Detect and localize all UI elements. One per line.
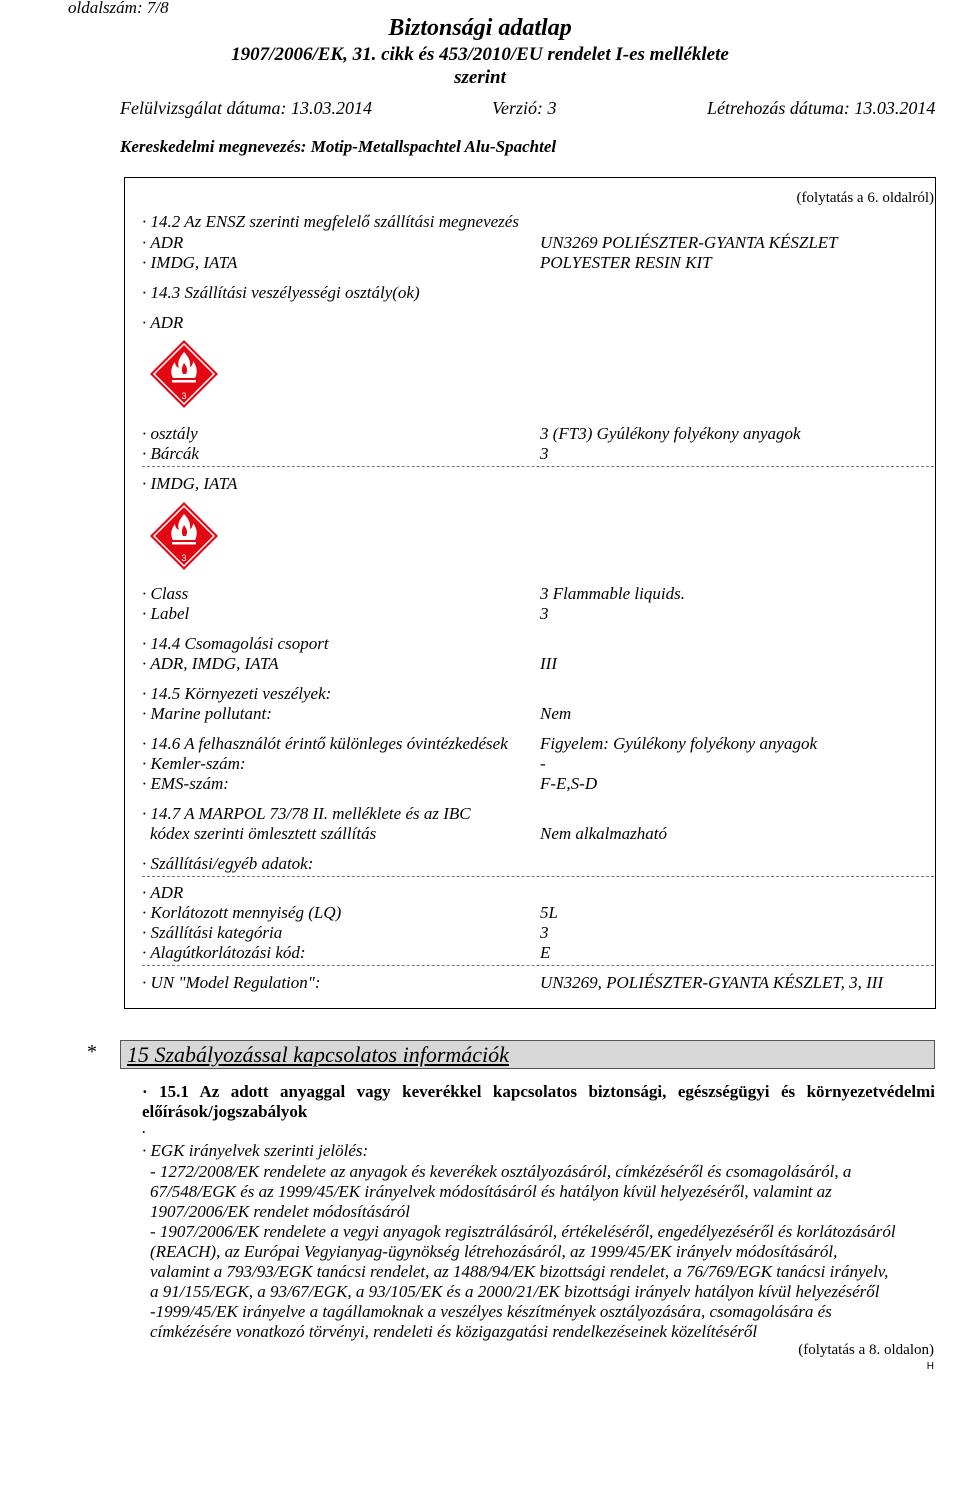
s14-5-row-label: · Marine pollutant: (142, 704, 272, 723)
other-category-value: 3 (540, 923, 549, 942)
regulation-line: a 91/155/EGK, a 93/67/EGK, a 93/105/EK és a 2000/21/EK bizottsági irányelv hatályon kívül helyezéséről (150, 1282, 880, 1301)
s14-4-row-label: · ADR, IMDG, IATA (142, 654, 279, 673)
s14-3-imdg-labels-label: · Label (142, 604, 190, 623)
s14-7-value: Nem alkalmazható (540, 824, 668, 843)
page-number: oldalszám: 7/8 (68, 0, 169, 17)
s14-6-heading: · 14.6 A felhasználót érintő különleges óvintézkedések (142, 734, 508, 753)
un-model-label: · UN "Model Regulation": (142, 973, 321, 992)
s14-3-heading: · 14.3 Szállítási veszélyességi osztály(ok) (142, 283, 420, 302)
s14-2-imdg-label: · IMDG, IATA (142, 253, 238, 272)
un-model-value: UN3269, POLIÉSZTER-GYANTA KÉSZLET, 3, III (540, 973, 884, 992)
s14-5-heading: · 14.5 Környezeti veszélyek: (142, 684, 332, 703)
other-category-label: · Szállítási kategória (142, 923, 283, 942)
s14-3-class-label: · osztály (142, 424, 198, 443)
continued-from: (folytatás a 6. oldalról) (796, 190, 934, 206)
s14-3-labels-value: 3 (540, 444, 549, 463)
continued-to: (folytatás a 8. oldalon) (798, 1342, 934, 1358)
section-15-title: 15 Szabályozással kapcsolatos információk (127, 1042, 509, 1067)
other-tunnel-label: · Alagútkorlátozási kód: (142, 943, 306, 962)
s14-6-kemler-value: - (540, 754, 546, 773)
s14-7-heading-line2: kódex szerinti ömlesztett szállítás (150, 824, 377, 843)
s14-3-imdg-class-value: 3 Flammable liquids. (540, 584, 685, 603)
other-lq-value: 5L (540, 903, 558, 922)
regulation-line: 67/548/EGK és az 1999/45/EK irányelvek módosításáról és hatályon kívül helyezéséről, valamint az (150, 1182, 832, 1201)
regulation-suffix: szerint (454, 67, 506, 88)
divider (142, 466, 934, 467)
other-heading: · Szállítási/egyéb adatok: (142, 854, 314, 873)
s14-2-adr-label: · ADR (142, 233, 184, 252)
s14-4-row-value: III (540, 654, 557, 673)
s14-2-imdg-value: POLYESTER RESIN KIT (540, 253, 712, 272)
regulation-line: valamint a 793/93/EGK tanácsi rendelet, az 1488/94/EK bizottsági rendelet, a 76/769/EGK tanácsi irányelv, (150, 1262, 889, 1281)
s14-3-imdg-label: · IMDG, IATA (142, 474, 238, 493)
s14-3-adr-label: · ADR (142, 313, 184, 332)
trade-name: Kereskedelmi megnevezés: Motip-Metallspachtel Alu-Spachtel (120, 137, 557, 156)
divider (142, 876, 934, 877)
regulation-line: (REACH), az Európai Vegyianyag-ügynökség létrehozásáról, az 1999/45/EK irányelv módosításáról, (150, 1242, 838, 1261)
s14-2-adr-value: UN3269 POLIÉSZTER-GYANTA KÉSZLET (540, 233, 838, 252)
s14-3-labels-label: · Bárcák (142, 444, 199, 463)
regulation-line: - 1272/2008/EK rendelete az anyagok és keverékek osztályozásáról, címkézéséről és csomagolásáról, a (150, 1162, 852, 1181)
document-title: Biztonsági adatlap (388, 15, 572, 41)
s14-6-kemler-label: · Kemler-szám: (142, 754, 246, 773)
other-adr-label: · ADR (142, 883, 184, 902)
egk-heading: · EGK irányelvek szerinti jelölés: (142, 1141, 369, 1160)
divider (142, 965, 934, 966)
imdg-placard-number: 3 (181, 553, 187, 563)
s14-5-row-value: Nem (540, 704, 572, 723)
creation-date: Létrehozás dátuma: 13.03.2014 (707, 98, 936, 118)
s15-1-heading: · 15.1 Az adott anyaggal vagy keverékkel kapcsolatos biztonsági, egészségügyi és környezetvédelmi előírások/jogszabályok (142, 1082, 935, 1122)
corner-mark: H (926, 1361, 934, 1372)
version: Verzió: 3 (492, 98, 557, 118)
other-tunnel-value: E (540, 943, 551, 962)
s14-3-imdg-labels-value: 3 (540, 604, 549, 623)
s14-7-heading-line1: · 14.7 A MARPOL 73/78 II. melléklete és az IBC (142, 804, 471, 823)
imdg-flammable-placard-icon (148, 500, 220, 572)
regulation-line: 1907/2006/EK rendelet módosításáról (150, 1202, 411, 1221)
s14-6-ems-label: · EMS-szám: (142, 774, 229, 793)
s14-4-heading: · 14.4 Csomagolási csoport (142, 634, 329, 653)
adr-flammable-placard-icon (148, 338, 220, 410)
regulation-line: címkézésére vonatkozó törvényi, rendeleti és közigazgatási rendelkezéseinek közelítéséről (150, 1322, 758, 1341)
s14-6-ems-value: F-E,S-D (540, 774, 598, 793)
s14-3-class-value: 3 (FT3) Gyúlékony folyékony anyagok (540, 424, 801, 443)
change-marker: * (87, 1041, 97, 1063)
other-lq-label: · Korlátozott mennyiség (LQ) (142, 903, 342, 922)
regulation-reference: 1907/2006/EK, 31. cikk és 453/2010/EU rendelet I-es melléklete (231, 44, 729, 65)
s14-6-heading-value: Figyelem: Gyúlékony folyékony anyagok (540, 734, 818, 753)
section-15-header (120, 1040, 935, 1069)
adr-placard-number: 3 (181, 391, 187, 401)
s15-dot: . (142, 1118, 147, 1137)
regulation-line: - 1907/2006/EK rendelete a vegyi anyagok regisztrálásáról, értékeléséről, engedélyezéséről és korlátozásáról (150, 1222, 896, 1241)
regulation-line: -1999/45/EK irányelve a tagállamoknak a veszélyes készítmények osztályozására, csomagolására és (150, 1302, 832, 1321)
s14-3-imdg-class-label: · Class (142, 584, 189, 603)
s14-2-heading: · 14.2 Az ENSZ szerinti megfelelő szállítási megnevezés (142, 212, 519, 231)
revision-date: Felülvizsgálat dátuma: 13.03.2014 (120, 98, 372, 118)
